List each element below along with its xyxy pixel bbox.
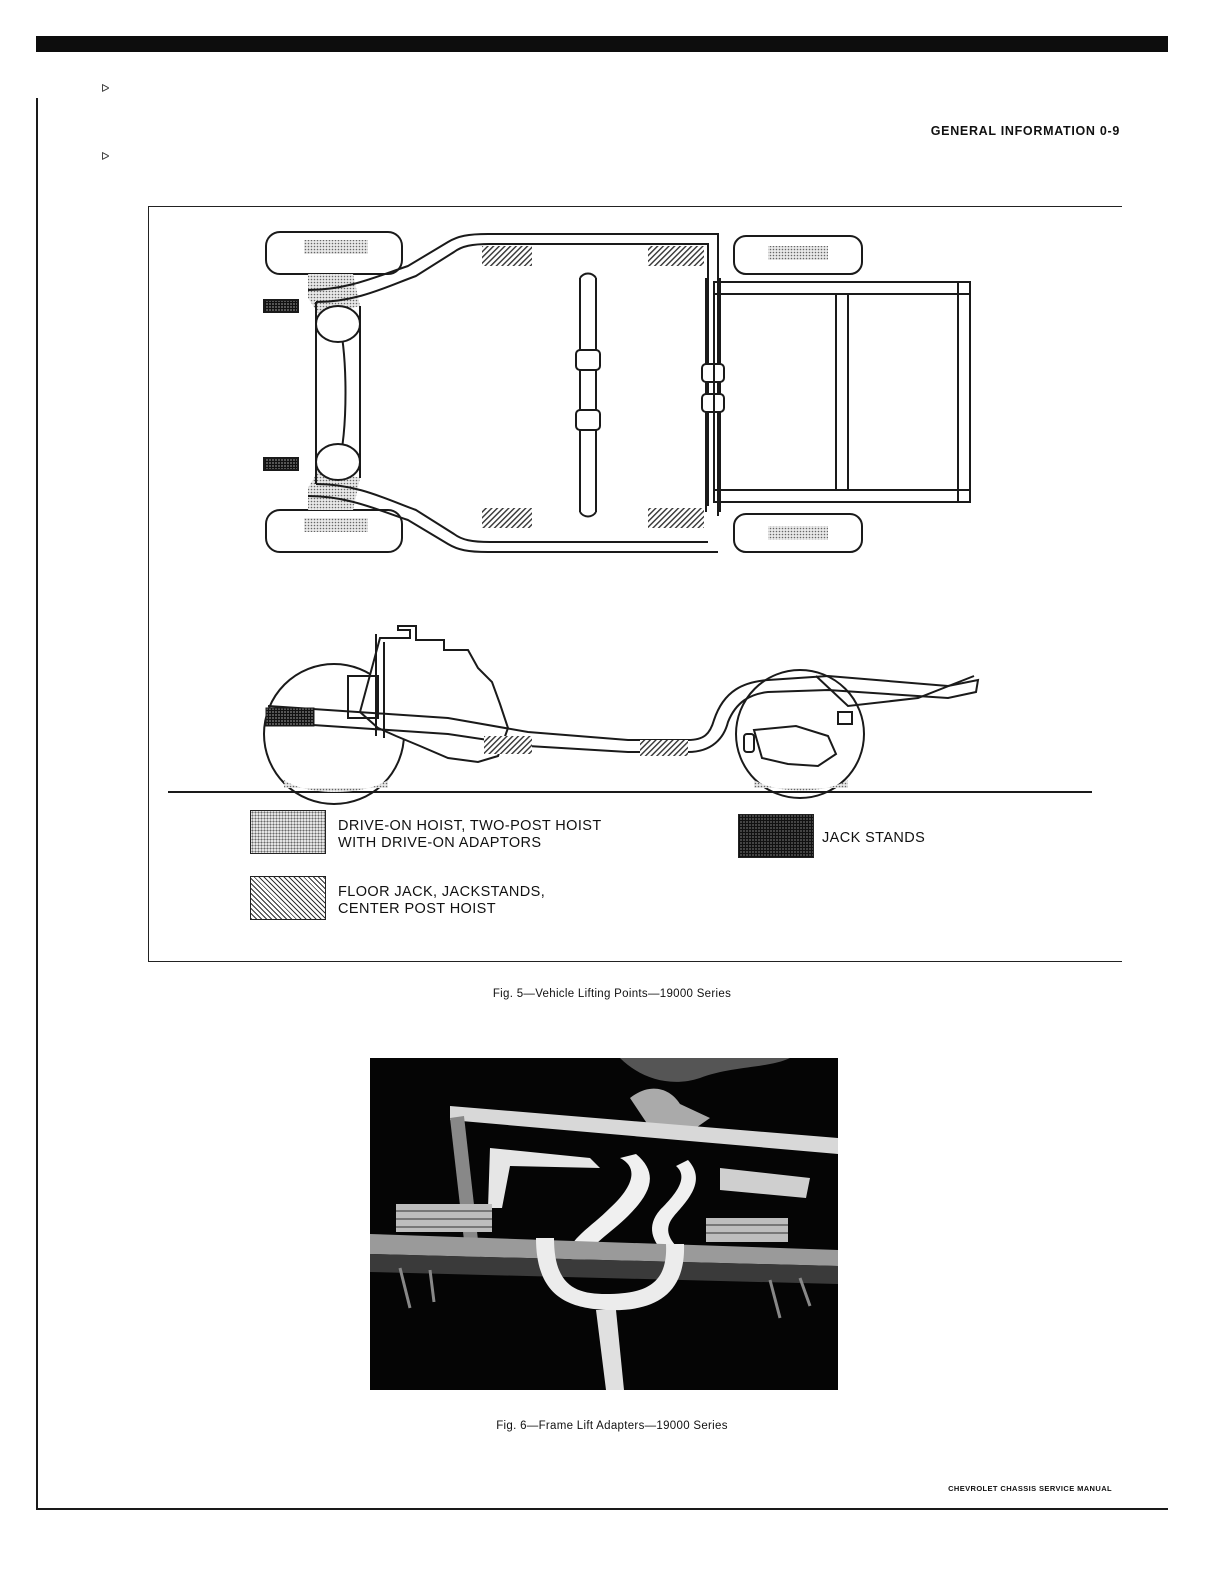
front-spring-lower [316,444,360,480]
legend-label-floor-jack: FLOOR JACK, JACKSTANDS, CENTER POST HOIST [338,884,546,917]
frame-lift-adapters-photo [370,1058,838,1390]
legend-swatch-diagonal-hatched [250,876,326,920]
legend-label-drive-on-hoist: DRIVE-ON HOIST, TWO-POST HOIST WITH DRIVE-ON ADAPTORS [338,818,602,851]
top-black-bar [36,36,1168,52]
figure-6-caption: Fig. 6—Frame Lift Adapters—19000 Series [496,1420,728,1432]
jack-stand-point-front-lower [264,458,298,470]
left-margin-rule [36,98,38,1510]
rear-wheel-upper-pad [768,246,828,260]
binding-mark-top: ᐅ [101,83,110,95]
bottom-rule [36,1508,1168,1510]
legend-swatch-dotted [250,810,326,854]
floor-jack-point-side-front [484,736,532,754]
running-head: GENERAL INFORMATION 0-9 [930,124,1120,138]
floor-jack-point-rear-upper [648,246,704,266]
figure-5-caption: Fig. 5—Vehicle Lifting Points—19000 Series [492,988,732,1000]
front-spring-upper [316,306,360,342]
floor-jack-point-front-upper [482,246,532,266]
chassis-top-view [264,232,970,552]
front-wheel-upper-pad [304,240,368,254]
rear-wheel-lower-pad [768,526,828,540]
jack-stand-point-front-upper [264,300,298,312]
legend-label-jack-stands: JACK STANDS [822,830,926,846]
jack-stand-point-side [266,708,314,726]
front-wheel-lower-pad [304,518,368,532]
floor-jack-point-side-rear [640,740,688,756]
legend-swatch-cross-hatched [738,814,814,858]
front-tire-contact-pad [284,780,388,792]
rear-body-frame [714,282,970,502]
floor-jack-point-front-lower [482,508,532,528]
binding-mark-bottom: ᐅ [101,151,110,163]
page-footer: CHEVROLET CHASSIS SERVICE MANUAL [948,1484,1112,1493]
floor-jack-point-rear-lower [648,508,704,528]
